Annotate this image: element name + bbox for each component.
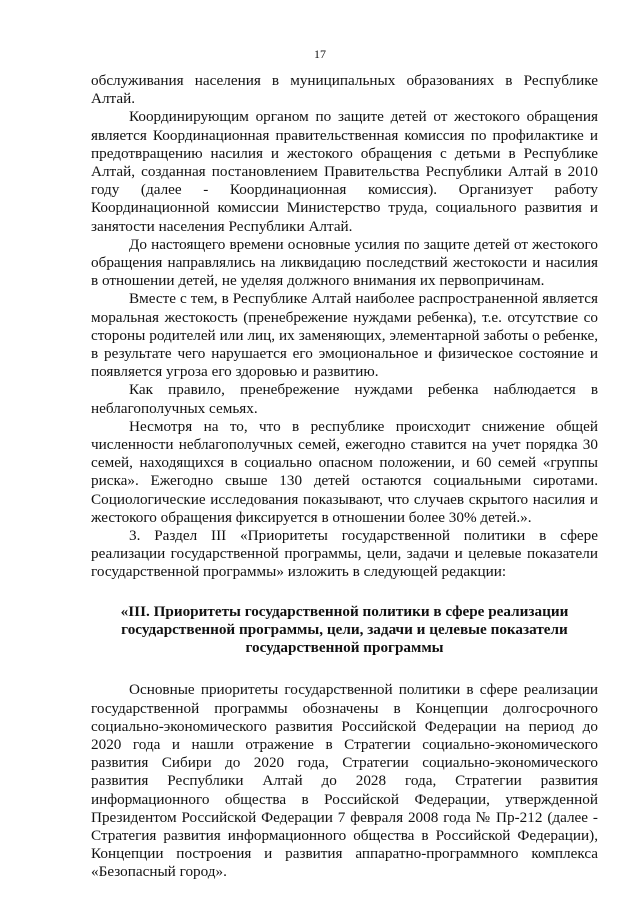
paragraph-moral-cruelty: Вместе с тем, в Республике Алтай наиболее распространенной является моральная жестокость (пренебрежение нуждами ребенка), т.е. отсутствие со стороны родителей или лиц, их заменяющих, элементарной заботы о ребенке, в результате чего нарушается его эмоциональное и физическое состояние и появляется угроза его здоровью и развитию. (91, 290, 598, 381)
paragraph-section-amendment: 3. Раздел III «Приоритеты государственной политики в сфере реализации государственной программы, цели, задачи и целевые показатели государственной программы» изложить в следующей редакции: (91, 527, 598, 581)
paragraph-statistics: Несмотря на то, что в республике происходит снижение общей численности неблагополучных семей, ежегодно ставится на учет порядка 30 семей, находящихся в социально опасном положении, и 60 семей «группы риска». Ежегодно свыше 130 детей остаются социальными сиротами. Социологические исследования показывают, что случаев скрытого насилия и жестокого обращения фиксируется в отношении более 30% детей.». (91, 417, 598, 526)
paragraph-continuation: обслуживания населения в муниципальных образованиях в Республике Алтай. (91, 72, 598, 108)
page-number: 17 (314, 47, 326, 61)
paragraph-efforts: До настоящего времени основные усилия по защите детей от жестокого обращения направлялись на ликвидацию последствий жестокости и насилия в отношении детей, не уделяя должного внимания их первопричинам. (91, 235, 598, 290)
paragraph-neglect: Как правило, пренебрежение нуждами ребенка наблюдается в неблагополучных семьях. (91, 381, 598, 417)
paragraph-priorities: Основные приоритеты государственной политики в сфере реализации государственной программы обозначены в Концепции долгосрочного социально-экономического развития Российской Федерации на период до 2020 года и нашли отражение в Стратегии социально-экономического развития Сибири до 2020 года, Стратегии социально-экономического развития Республики Алтай до 2028 года, Стратегии развития информационного общества в Российской Федерации, утвержденной Президентом Российской Федерации 7 февраля 2008 года № Пр-212 (далее - Стратегия развития информационного общества в Российской Федерации), Концепции построения и развития аппаратно-программного комплекса «Безопасный город». (91, 681, 598, 881)
paragraph-coordinating-body: Координирующим органом по защите детей от жестокого обращения является Координационная правительственная комиссия по профилактике и предотвращению насилия и жестокого обращения с детьми в Республике Алтай, созданная постановлением Правительства Республики Алтай в 2010 году (далее - Координационная комиссия). Организует работу Координационной комиссии Министерство труда, социального развития и занятости населения Республики Алтай. (91, 108, 598, 235)
document-body (91, 72, 598, 882)
section-heading: «III. Приоритеты государственной политики в сфере реализации государственной программы, цели, задачи и целевые показатели государственной программы (120, 602, 569, 657)
